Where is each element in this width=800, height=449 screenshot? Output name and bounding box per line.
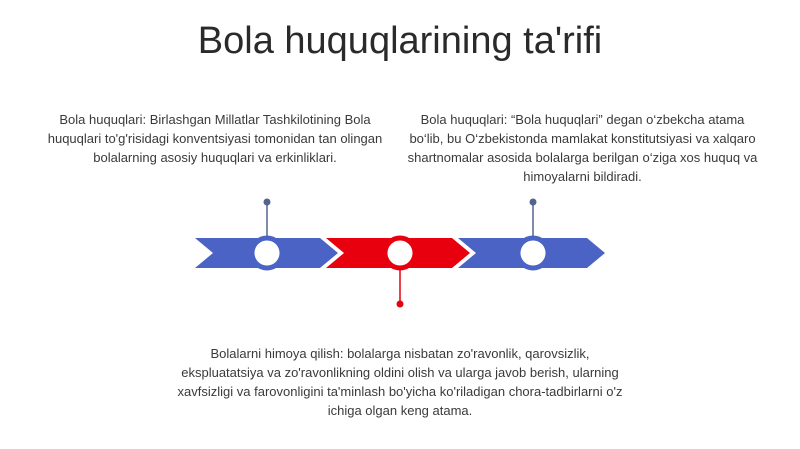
definition-text-left: Bola huquqlari: Birlashgan Millatlar Tashkilotining Bola huquqlari to'g'risidagi konventsiyasi tomonidan tan olingan bolalarning asosiy huquqlari va erkinliklari. [47, 112, 383, 165]
definition-text-bottom: Bolalarni himoya qilish: bolalarga nisbatan zo'ravonlik, qarovsizlik, ekspluatatsiya va zo'ravonlikning oldini olish va ularga javob berish, ularning xavfsizligi va farovonligini ta'minlash bo'yicha ko'riladigan chora-tadbirlarni o'z ichiga olgan keng atama. [177, 346, 623, 418]
milestone-ring-1 [252, 238, 282, 268]
milestone-ring-3 [518, 238, 548, 268]
definition-text-right: Bola huquqlari: “Bola huquqlari” degan o‘zbekcha atama bo‘lib, bu O‘zbekistonda mamlakat konstitutsiyasi va xalqaro shartnomalar asosida bolalarga berilgan o‘ziga xos huquq va himoyalarni bildiradi. [407, 112, 758, 184]
connector-dot-2 [397, 301, 404, 308]
milestone-ring-2 [385, 238, 415, 268]
connector-dot-1 [264, 199, 271, 206]
connector-dot-3 [530, 199, 537, 206]
page-title: Bola huquqlarining ta'rifi [197, 20, 603, 62]
